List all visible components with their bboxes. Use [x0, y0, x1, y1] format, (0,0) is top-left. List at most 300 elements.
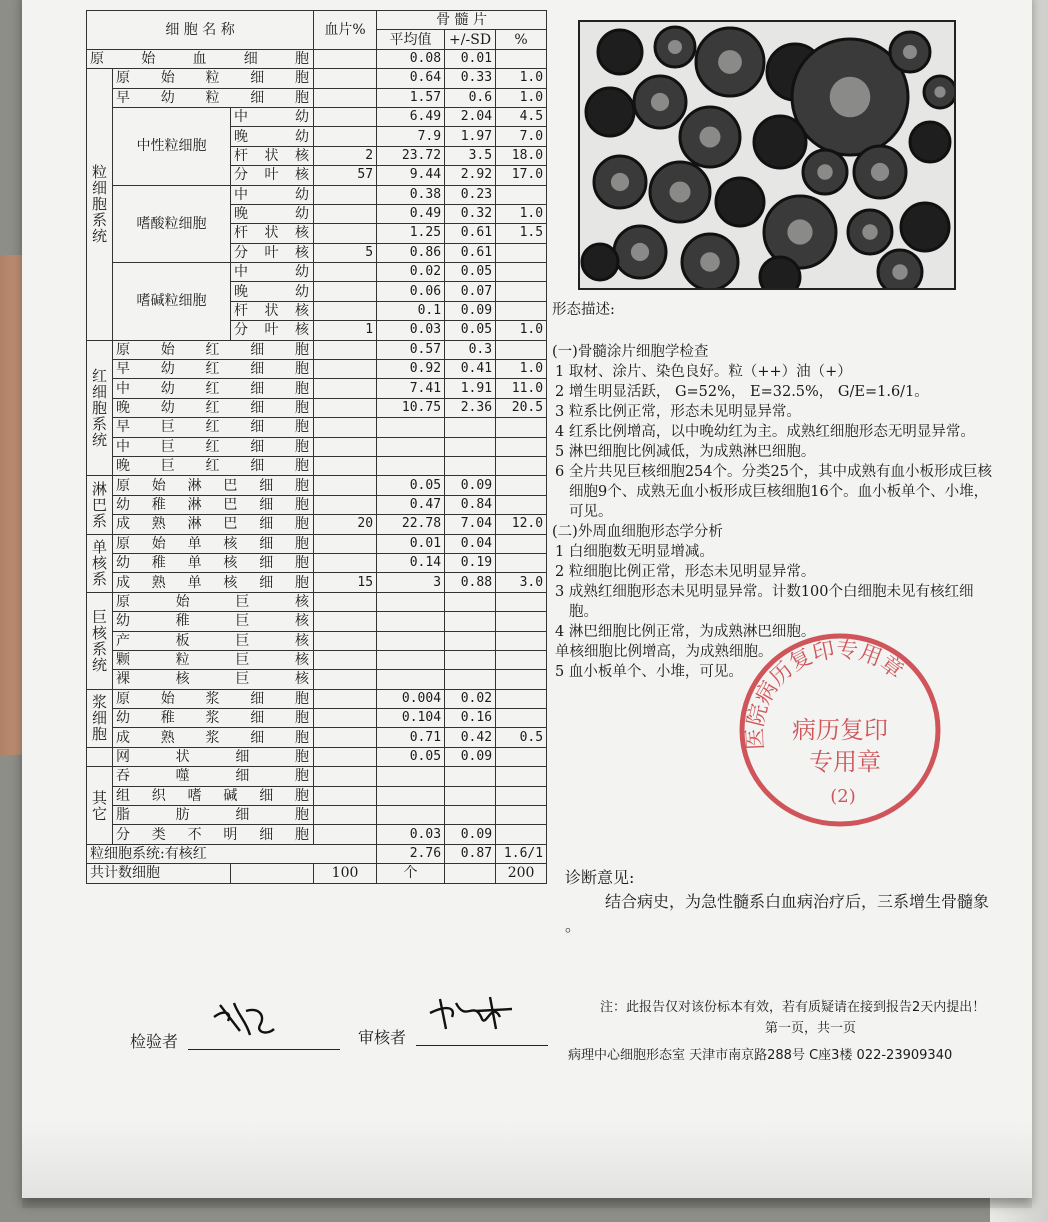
sd-value: 7.04: [445, 515, 496, 534]
marrow-pct-value: 0.5: [496, 728, 547, 747]
marrow-pct-value: [496, 709, 547, 728]
marrow-pct-value: 11.0: [496, 379, 547, 398]
row-label: 脂 肪 细 胞: [113, 806, 314, 825]
blood-pct-value: [314, 204, 377, 223]
row-label: 原 始 粒 细 胞: [113, 69, 314, 88]
sd-value: 0.05: [445, 263, 496, 282]
group-label-megakaryocyte: 巨核系统: [87, 592, 113, 689]
blood-pct-value: [314, 185, 377, 204]
row-label: 幼 稚 浆 细 胞: [113, 709, 314, 728]
marrow-pct-value: 1.0: [496, 204, 547, 223]
mean-value: 10.75: [377, 398, 445, 417]
total-blood: 100: [314, 864, 377, 883]
mean-value: [377, 670, 445, 689]
sd-value: [445, 437, 496, 456]
page-number: 第一页，共一页: [765, 1021, 857, 1036]
row-label: 原 始 浆 细 胞: [113, 689, 314, 708]
blood-pct-value: [314, 612, 377, 631]
examiner-label: 检验者: [130, 1032, 179, 1051]
diagnosis-text: 结合病史，为急性髓系白血病治疗后，三系增生骨髓象: [605, 892, 990, 911]
row-label: 晚 巨 红 细 胞: [113, 456, 314, 475]
marrow-pct-value: [496, 612, 547, 631]
row-label: 成 熟 淋 巴 细 胞: [113, 515, 314, 534]
row-label: 中 巨 红 细 胞: [113, 437, 314, 456]
ratio-label: 粒细胞系统:有核红: [87, 844, 377, 863]
marrow-pct-value: 20.5: [496, 398, 547, 417]
blood-pct-value: 20: [314, 515, 377, 534]
blood-pct-value: [314, 709, 377, 728]
table-row: [87, 515, 547, 534]
mean-value: 7.41: [377, 379, 445, 398]
table-row: [87, 709, 547, 728]
blood-pct-value: [314, 224, 377, 243]
mean-value: 0.47: [377, 495, 445, 514]
row-label: 成 熟 单 核 细 胞: [113, 573, 314, 592]
hospital-stamp: [735, 630, 945, 830]
stamp-number: (2): [830, 786, 856, 807]
marrow-pct-value: 1.0: [496, 360, 547, 379]
mean-value: 1.57: [377, 88, 445, 107]
marrow-pct-value: 1.5: [496, 224, 547, 243]
table-row: [87, 864, 547, 883]
section1-title: (一)骨髓涂片细胞学检查: [552, 344, 709, 360]
sd-value: [445, 456, 496, 475]
marrow-pct-value: 1.0: [496, 88, 547, 107]
table-row: [87, 767, 547, 786]
sd-value: 0.42: [445, 728, 496, 747]
blood-pct-value: [314, 747, 377, 766]
blood-pct-value: [314, 592, 377, 611]
table-row: [87, 806, 547, 825]
group-label-monocyte: 单核系: [87, 534, 113, 592]
sd-value: 0.09: [445, 747, 496, 766]
marrow-pct-value: 1.0: [496, 321, 547, 340]
row-label: 幼 稚 巨 核: [113, 612, 314, 631]
sd-value: [445, 806, 496, 825]
table-row: [87, 728, 547, 747]
mean-value: 0.49: [377, 204, 445, 223]
mean-value: [377, 592, 445, 611]
section2-title: (二)外周血细胞形态学分析: [552, 524, 723, 540]
blood-pct-value: [314, 127, 377, 146]
mean-value: [377, 456, 445, 475]
sd-value: 1.91: [445, 379, 496, 398]
table-row: [87, 69, 547, 88]
sd-value: 0.04: [445, 534, 496, 553]
blood-pct-value: [314, 69, 377, 88]
mean-value: [377, 631, 445, 650]
sd-value: 2.04: [445, 107, 496, 126]
blood-pct-value: [314, 379, 377, 398]
blood-pct-value: [314, 825, 377, 844]
blood-pct-value: [314, 476, 377, 495]
row-label: 原 始 单 核 细 胞: [113, 534, 314, 553]
sd-value: [445, 631, 496, 650]
diagnosis-end: 。: [565, 916, 582, 935]
sd-value: 0.07: [445, 282, 496, 301]
blood-pct-value: [314, 534, 377, 553]
row-label: 早 幼 红 细 胞: [113, 360, 314, 379]
sd-value: 3.5: [445, 146, 496, 165]
sd-value: 0.23: [445, 185, 496, 204]
section2-item: 4 淋巴细胞比例正常，为成熟淋巴细胞。: [555, 624, 816, 640]
marrow-pct-value: [496, 689, 547, 708]
row-label: 晚 幼 红 细 胞: [113, 398, 314, 417]
sd-value: [445, 612, 496, 631]
sd-value: 0.61: [445, 243, 496, 262]
hdr-marrow: 骨 髓 片: [377, 11, 547, 30]
blood-pct-value: 15: [314, 573, 377, 592]
marrow-pct-value: 12.0: [496, 515, 547, 534]
blood-pct-value: [314, 786, 377, 805]
diagnosis: [565, 866, 1045, 938]
section1-item: 4 红系比例增高，以中晚幼红为主。成熟红细胞形态无明显异常。: [555, 424, 975, 440]
marrow-pct-value: 1.0: [496, 69, 547, 88]
mean-value: 23.72: [377, 146, 445, 165]
group-label-lymphoid: 淋巴系: [87, 476, 113, 534]
mean-value: 0.14: [377, 553, 445, 572]
sd-value: [445, 670, 496, 689]
table-row: [87, 612, 547, 631]
sd-value: 0.09: [445, 476, 496, 495]
blood-pct-value: [314, 107, 377, 126]
mean-value: 0.01: [377, 534, 445, 553]
table-cell: [231, 864, 314, 883]
marrow-pct-value: [496, 534, 547, 553]
sd-value: [445, 786, 496, 805]
section1-item: 1 取材、涂片、染色良好。粒（++）油（+）: [555, 364, 852, 380]
blood-pct-value: [314, 437, 377, 456]
marrow-pct-value: [496, 592, 547, 611]
section1-item: 5 淋巴细胞比例减低，为成熟淋巴细胞。: [555, 444, 816, 460]
sd-value: [445, 767, 496, 786]
total-label: 共计数细胞: [87, 864, 231, 883]
row-label: 网 状 细 胞: [113, 747, 314, 766]
row-label: 分 叶 核: [231, 166, 314, 185]
blood-pct-value: [314, 670, 377, 689]
table-row: [87, 825, 547, 844]
blood-pct-value: [314, 301, 377, 320]
sd-value: 0.19: [445, 553, 496, 572]
marrow-pct-value: [496, 263, 547, 282]
blood-pct-value: [314, 631, 377, 650]
mean-value: 6.49: [377, 107, 445, 126]
blood-pct-value: [314, 88, 377, 107]
section2-item: 3 成熟红细胞形态未见明显异常。计数100个白细胞未见有核红细胞。: [555, 584, 974, 620]
mean-value: 0.02: [377, 263, 445, 282]
row-label: 原 始 血 细 胞: [87, 49, 314, 68]
mean-value: [377, 806, 445, 825]
sd-value: 0.87: [445, 844, 496, 863]
row-label: 杆 状 核: [231, 224, 314, 243]
marrow-pct-value: [496, 301, 547, 320]
reviewer-label: 审核者: [358, 1028, 407, 1047]
blood-pct-value: [314, 398, 377, 417]
row-label: 产 板 巨 核: [113, 631, 314, 650]
mean-value: 0.71: [377, 728, 445, 747]
blood-pct-value: [314, 360, 377, 379]
table-row: [87, 418, 547, 437]
hdr-blood: 血片%: [314, 11, 377, 50]
section2-item: 2 粒细胞比例正常，形态未见明显异常。: [555, 564, 816, 580]
sd-value: 0.6: [445, 88, 496, 107]
row-label: 幼 稚 单 核 细 胞: [113, 553, 314, 572]
marrow-pct-value: [496, 767, 547, 786]
blood-pct-value: [314, 495, 377, 514]
mean-value: 22.78: [377, 515, 445, 534]
blood-pct-value: [314, 282, 377, 301]
table-row: [87, 495, 547, 514]
table-row: [87, 573, 547, 592]
marrow-pct-value: [496, 456, 547, 475]
group-label-plasma: 浆细胞: [87, 689, 113, 747]
row-label: 原 始 巨 核: [113, 592, 314, 611]
mean-value: [377, 437, 445, 456]
mean-value: 7.9: [377, 127, 445, 146]
hdr-cell-name: 细 胞 名 称: [87, 11, 314, 50]
mean-value: 2.76: [377, 844, 445, 863]
sd-value: 0.16: [445, 709, 496, 728]
sd-value: [445, 592, 496, 611]
sd-value: 0.3: [445, 340, 496, 359]
row-label: 原 始 淋 巴 细 胞: [113, 476, 314, 495]
blood-pct-value: [314, 806, 377, 825]
marrow-pct-value: [496, 49, 547, 68]
stamp-outer-text: 医院病历复印专用章: [743, 637, 908, 751]
section1-item: 2 增生明显活跃， G=52%， E=32.5%， G/E=1.6/1。: [555, 384, 929, 400]
sd-value: 0.09: [445, 825, 496, 844]
row-label: 中 幼 红 细 胞: [113, 379, 314, 398]
sd-value: 0.32: [445, 204, 496, 223]
table-row: [87, 88, 547, 107]
group-label-granulocyte: 粒细胞系统: [87, 69, 113, 340]
mean-value: 0.05: [377, 747, 445, 766]
blood-pct-value: 1: [314, 321, 377, 340]
sd-value: 0.61: [445, 224, 496, 243]
mean-value: 1.25: [377, 224, 445, 243]
sd-value: 0.41: [445, 360, 496, 379]
sd-value: 0.88: [445, 573, 496, 592]
sd-value: [445, 418, 496, 437]
marrow-pct-value: [496, 650, 547, 669]
row-label: 分 叶 核: [231, 243, 314, 262]
mean-value: [377, 767, 445, 786]
sd-value: 1.97: [445, 127, 496, 146]
blood-pct-value: 2: [314, 146, 377, 165]
marrow-pct-value: [496, 825, 547, 844]
hdr-mean: 平均值: [377, 30, 445, 49]
group-label-erythroid: 红细胞系统: [87, 340, 113, 476]
mean-value: 0.92: [377, 360, 445, 379]
mean-value: 0.57: [377, 340, 445, 359]
row-label: 早 幼 粒 细 胞: [113, 88, 314, 107]
mean-value: [377, 612, 445, 631]
hdr-pct: %: [496, 30, 547, 49]
mean-value: 0.004: [377, 689, 445, 708]
row-label: 分 类 不 明 细 胞: [113, 825, 314, 844]
row-label: 分 叶 核: [231, 321, 314, 340]
blood-pct-value: [314, 689, 377, 708]
marrow-pct-value: [496, 495, 547, 514]
marrow-pct-value: 4.5: [496, 107, 547, 126]
sd-value: 2.36: [445, 398, 496, 417]
marrow-pct-value: [496, 437, 547, 456]
subgroup-label-neutrophil: 中性粒细胞: [113, 107, 231, 185]
mean-value: 0.05: [377, 476, 445, 495]
mean-value: 3: [377, 573, 445, 592]
sd-value: 0.84: [445, 495, 496, 514]
bone-marrow-smear-image: [580, 22, 954, 288]
section2-item: 单核细胞比例增高，为成熟细胞。: [555, 644, 773, 660]
marrow-pct-value: [496, 340, 547, 359]
sd-value: 0.02: [445, 689, 496, 708]
sd-value: 0.33: [445, 69, 496, 88]
section2-item: 5 血小板单个、小堆，可见。: [555, 664, 743, 680]
blood-pct-value: [314, 340, 377, 359]
section2-item: 1 白细胞数无明显增减。: [555, 544, 714, 560]
subgroup-label-basophil: 嗜碱粒细胞: [113, 263, 231, 341]
blood-pct-value: [314, 767, 377, 786]
marrow-pct-value: 3.0: [496, 573, 547, 592]
examiner-signature: [210, 995, 280, 1043]
stamp-center-text-2: 专用章: [809, 748, 881, 776]
row-label: 晚 幼: [231, 127, 314, 146]
table-row: [87, 650, 547, 669]
section1-item: 6 全片共见巨核细胞254个。分类25个，其中成熟有血小板形成巨核细胞9个、成熟无血小板形成巨核细胞16个。血小板单个、小堆，可见。: [555, 464, 992, 520]
blood-pct-value: [314, 650, 377, 669]
description-heading: 形态描述:: [552, 302, 615, 318]
table-row: [87, 534, 547, 553]
mean-value: 0.38: [377, 185, 445, 204]
marrow-pct-value: [496, 476, 547, 495]
footer-note: 注：此报告仅对该份标本有效，若有质疑请在接到报告2天内提出！: [600, 1000, 986, 1015]
row-label: 早 巨 红 细 胞: [113, 418, 314, 437]
blood-pct-value: [314, 553, 377, 572]
micrograph: [578, 20, 956, 290]
sd-value: 2.92: [445, 166, 496, 185]
table-row: [87, 437, 547, 456]
table-cell: [87, 747, 113, 766]
cell-count-table: [86, 10, 547, 884]
marrow-pct-value: [496, 786, 547, 805]
total-marrow: 200: [496, 864, 547, 883]
marrow-pct-value: [496, 631, 547, 650]
section1-item: 3 粒系比例正常，形态未见明显异常。: [555, 404, 801, 420]
reviewer-signature: [426, 989, 516, 1039]
lab-address: 病理中心细胞形态室 天津市南京路288号 C座3楼 022-23909340: [568, 1048, 953, 1063]
marrow-pct-value: [496, 418, 547, 437]
mean-value: 0.1: [377, 301, 445, 320]
table-cell: [445, 864, 496, 883]
row-label: 裸 核 巨 核: [113, 670, 314, 689]
table-row: [87, 844, 547, 863]
morphology-description: [552, 300, 997, 682]
sd-value: [445, 650, 496, 669]
table-row: [87, 670, 547, 689]
mean-value: 0.86: [377, 243, 445, 262]
row-label: 晚 幼: [231, 282, 314, 301]
marrow-pct-value: [496, 243, 547, 262]
row-label: 杆 状 核: [231, 301, 314, 320]
mean-value: 0.03: [377, 321, 445, 340]
blood-pct-value: 57: [314, 166, 377, 185]
stamp-center-text: 病历复印: [792, 716, 888, 744]
table-row: [87, 49, 547, 68]
total-unit: 个: [377, 864, 445, 883]
blood-pct-value: [314, 456, 377, 475]
row-label: 组 织 嗜 碱 细 胞: [113, 786, 314, 805]
mean-value: 0.64: [377, 69, 445, 88]
marrow-pct-value: 17.0: [496, 166, 547, 185]
sd-value: 0.09: [445, 301, 496, 320]
marrow-pct-value: [496, 282, 547, 301]
blood-pct-value: [314, 728, 377, 747]
mean-value: 0.08: [377, 49, 445, 68]
marrow-pct-value: [496, 806, 547, 825]
row-label: 幼 稚 淋 巴 细 胞: [113, 495, 314, 514]
table-row: [87, 786, 547, 805]
blood-pct-value: 5: [314, 243, 377, 262]
table-row: [87, 263, 547, 282]
table-row: [87, 185, 547, 204]
row-label: 中 幼: [231, 263, 314, 282]
row-label: 原 始 红 细 胞: [113, 340, 314, 359]
mean-value: 9.44: [377, 166, 445, 185]
table-row: [87, 631, 547, 650]
blood-pct-value: [314, 263, 377, 282]
table-row: [87, 476, 547, 495]
sd-value: 0.05: [445, 321, 496, 340]
row-label: 吞 噬 细 胞: [113, 767, 314, 786]
blood-pct-value: [314, 418, 377, 437]
row-label: 颗 粒 巨 核: [113, 650, 314, 669]
diagnosis-heading: 诊断意见:: [565, 868, 635, 887]
mean-value: [377, 786, 445, 805]
table-row: [87, 553, 547, 572]
hdr-sd: +/-SD: [445, 30, 496, 49]
mean-value: [377, 650, 445, 669]
row-label: 中 幼: [231, 107, 314, 126]
marrow-pct-value: 1.6/1: [496, 844, 547, 863]
table-row: [87, 689, 547, 708]
marrow-pct-value: [496, 670, 547, 689]
marrow-pct-value: 18.0: [496, 146, 547, 165]
table-row: [87, 360, 547, 379]
marrow-pct-value: 7.0: [496, 127, 547, 146]
marrow-pct-value: [496, 747, 547, 766]
table-row: [87, 456, 547, 475]
marrow-pct-value: [496, 553, 547, 572]
table-row: [87, 398, 547, 417]
row-label: 中 幼: [231, 185, 314, 204]
mean-value: 0.03: [377, 825, 445, 844]
sd-value: 0.01: [445, 49, 496, 68]
blood-pct-value: [314, 49, 377, 68]
mean-value: 0.104: [377, 709, 445, 728]
table-row: [87, 340, 547, 359]
table-row: [87, 747, 547, 766]
row-label: 成 熟 浆 细 胞: [113, 728, 314, 747]
mean-value: 0.06: [377, 282, 445, 301]
mean-value: [377, 418, 445, 437]
signature-area: [130, 995, 570, 1055]
marrow-pct-value: [496, 185, 547, 204]
table-row: [87, 379, 547, 398]
table-row: [87, 107, 547, 126]
row-label: 杆 状 核: [231, 146, 314, 165]
subgroup-label-eosinophil: 嗜酸粒细胞: [113, 185, 231, 263]
table-row: [87, 592, 547, 611]
